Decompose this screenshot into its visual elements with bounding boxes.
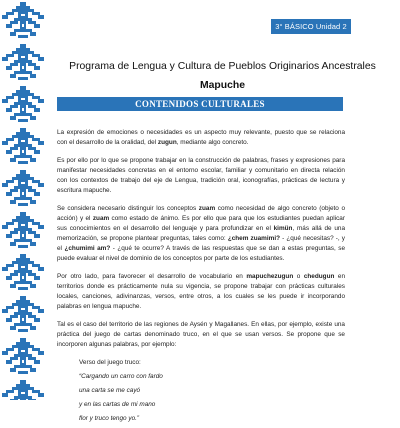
verse-line: “Cargando un carro con fardo [79,373,163,380]
verse-block [79,358,345,424]
grade-unit-badge: 3° BÁSICO Unidad 2 [271,19,351,34]
section-heading: CONTENIDOS CULTURALES [57,97,343,111]
body-content [57,128,345,428]
page-title: Programa de Lengua y Cultura de Pueblos Originarios Ancestrales [69,61,376,72]
decorative-border-pattern [0,0,46,400]
verse-line: flor y truco tengo yo.” [79,415,140,422]
paragraph-2: Es por ello por lo que se propone trabajar en la construcción de palabras, frases y expresiones para manifestar necesidades concretas en el entorno escolar, familiar y comunitario en directa relación con los contextos de trabajo del eje de Lengua, tradición oral, iconografías, prácticas de lectura y escritura mapuche. [57,157,345,194]
verse-line: una carta se me cayó [79,387,141,394]
page-subtitle: Mapuche [199,80,246,91]
verse-heading: Verso del juego truco: [79,359,141,366]
paragraph-4: Por otro lado, para favorecer el desarrollo de vocabulario en mapuchezugun o chedugun en territorios donde es prácticamente nula su vigencia, se propone trabajar con prácticas culturales locales, canciones, adivinanzas, versos, entre otros, a los cuales se les puede ir incorporando palabras en lengua mapuche. [57,273,346,310]
verse-line: y en las cartas de mi mano [79,401,156,408]
paragraph-1: La expresión de emociones o necesidades es un aspecto muy relevante, puesto que se relaciona con el desarrollo de la oralidad, del zugun, mediante algo concreto. [57,129,345,146]
paragraph-5: Tal es el caso del territorio de las regiones de Aysén y Magallanes. En ellas, por ejemplo, existe una práctica del juego de cartas denominado truco, en el que se usan versos. Se propone que se incorporen algunas palabras, por ejemplo: [57,321,345,348]
paragraph-3: Se considera necesario distinguir los conceptos zuam como necesidad de algo concreto (objeto o acción) y el zuam como estado de ánimo. Es por ello que para que los estudiantes puedan aplicar sus conocimientos en el desarrollo del lenguaje y para profundizar en el kimün, más allá de una memorización, se propone plantear preguntas, tales como: ¿chem zuamimi? - ¿qué necesitas? -, y el ¿chumimi am? - ¿qué te ocurre? A través de las respuestas que se dan a estas preguntas, se puede evaluar el nivel de dominio de los conceptos por parte de los estudiantes. [57,205,346,262]
